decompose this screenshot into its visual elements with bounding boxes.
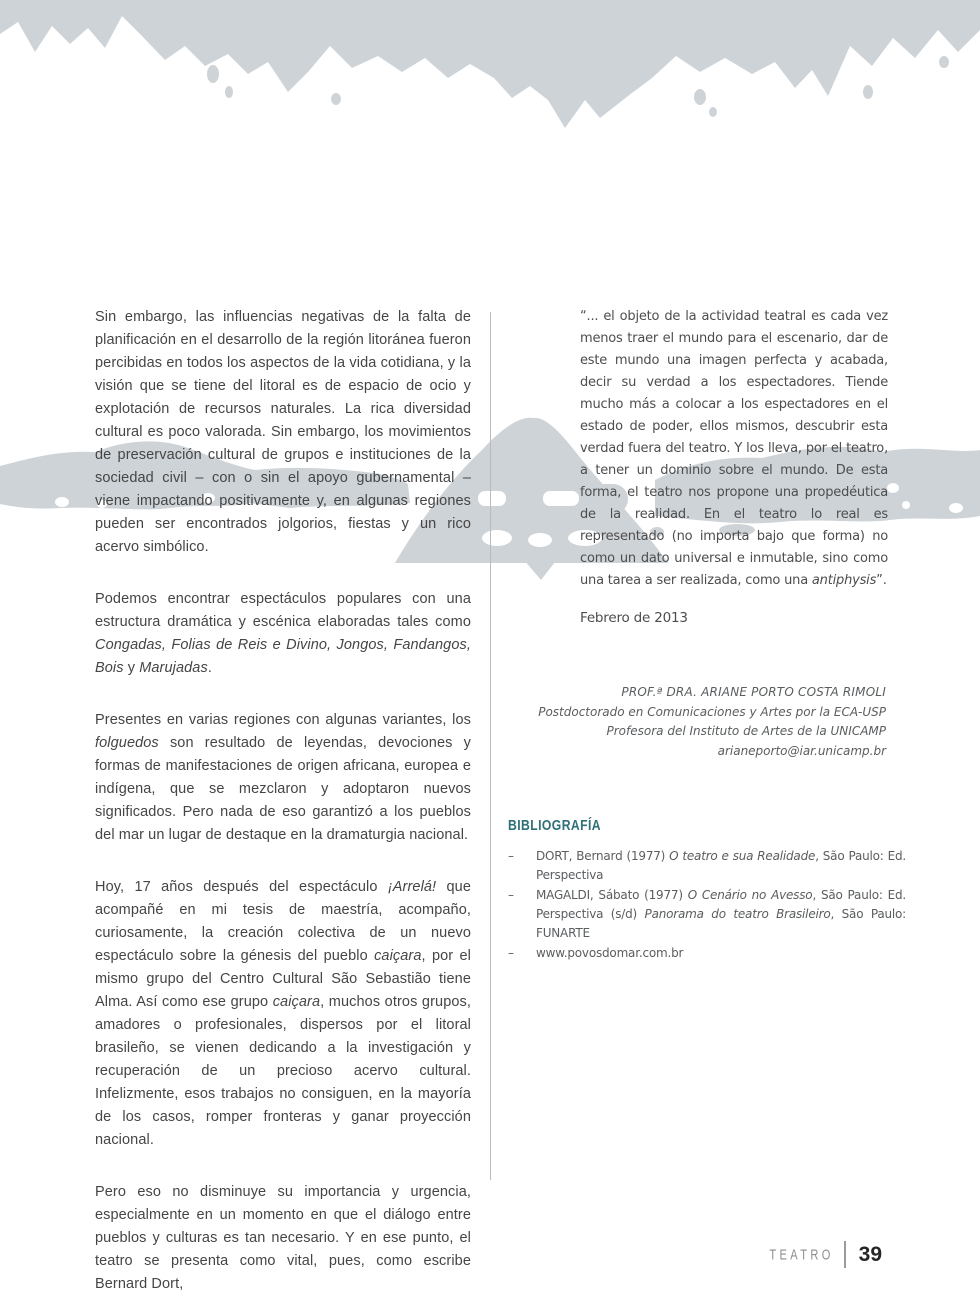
paragraph: Pero eso no disminuye su importancia y urgencia, especialmente en un momento en que el diálogo entre pueblos y culturas es tan necesario. Y en ese punto, el teatro se presenta como vital, pues, como escribe Bernard Dort, (95, 1184, 471, 1292)
bullet-dash: – (508, 946, 514, 960)
bibliography-heading: BIBLIOGRAFÍA (508, 818, 602, 834)
footer-divider (844, 1241, 846, 1268)
footer (758, 1241, 882, 1268)
quote-date: Febrero de 2013 (580, 610, 688, 626)
pull-quote: “... el objeto de la actividad teatral es cada vez menos traer el mundo para el escenario, dar de este mundo una imagen perfecta y acabada, decir su verdad a los espectadores. Tiende mucho más a colocar a los espectadores en el estado de poder, ellos mismos, descubrir esta verdad fuera del teatro. Y los lleva, por el teatro, a tener un dominio sobre el mundo. De esta forma, el teatro nos propone una propedéutica de la realidad. En el teatro lo real es representado (no importa bajo que forma) no como un dato universal e inmutable, sino como una tarea a ser realizada, como una antiphysis”. (580, 309, 888, 588)
paragraph: Presentes en varias regiones con algunas variantes, los folguedos son resultado de leyendas, devociones y formas de manifestaciones de origen africana, europea e indígena, que se mezclaron y adoptaron nuevos significados. Pero nada de eso garantizó a los pueblos del mar un lugar de destaque en la dramaturgia nacional. (95, 712, 471, 843)
bibliography-item: – DORT, Bernard (1977) O teatro e sua Realidade, São Paulo: Ed. Perspectiva (508, 849, 907, 882)
bullet-dash: – (508, 849, 514, 863)
author-affiliation: Profesora del Instituto de Artes de la UNICAMP (606, 724, 886, 738)
bibliography-item: – www.povosdomar.com.br (508, 944, 906, 963)
footer-section-label: TEATRO (769, 1246, 834, 1263)
author-credential: Postdoctorado en Comunicaciones y Artes por la ECA-USP (538, 704, 886, 719)
paragraph: Sin embargo, las influencias negativas de la falta de planificación en el desarrollo de la región litoránea fueron percibidas en todos los aspectos de la vida cotidiana, y la visión que se tiene del litoral es de espacio de ocio y explotación de recursos naturales. La rica diversidad cultural es poco valorada. Sin embargo, los movimientos de preservación cultural de grupos e instituciones de la sociedad civil – con o sin el apoyo gubernamental – viene impactando positivamente y, en algunas regiones pueden ser encontrados jolgorios, fiestas y un rico acervo simbólico. (95, 309, 471, 555)
paragraph: Hoy, 17 años después del espectáculo ¡Arrelá! que acompañé en mi tesis de maestría, acompaño, curiosamente, la creación colectiva de un nuevo espectáculo sobre la génesis del pueblo caiçara, por el mismo grupo del Centro Cultural São Sebastião tiene Alma. Así como ese grupo caiçara, muchos otros grupos, amadores o profesionales, dispersos por el litoral brasileño, se vienen dedicando a la investigación y recuperación de un precioso acervo cultural. Infelizmente, esos trabajos no consiguen, en la mayoría de los casos, romper fronteras y ganar proyección nacional. (95, 879, 471, 1148)
left-column (95, 306, 471, 1314)
paragraph: Podemos encontrar espectáculos populares con una estructura dramática y escénica elaboradas tales como Congadas, Folias de Reis e Divino, Jongos, Fandangos, Bois y Marujadas. (95, 591, 471, 676)
right-column (580, 306, 888, 626)
bibliography-section (508, 818, 906, 963)
top-coastline-decoration (0, 0, 980, 140)
bibliography-list (508, 847, 906, 963)
author-name: PROF.ª DRA. ARIANE PORTO COSTA RIMOLI (621, 685, 886, 699)
author-email: arianeporto@iar.unicamp.br (717, 743, 886, 758)
bibliography-item: – MAGALDI, Sábato (1977) O Cenário no Avesso, São Paulo: Ed. Perspectiva (s/d) Panorama do teatro Brasileiro, São Paulo: FUNARTE (508, 888, 907, 940)
bullet-dash: – (508, 888, 514, 902)
page-number: 39 (858, 1242, 882, 1266)
author-credits (486, 683, 886, 761)
